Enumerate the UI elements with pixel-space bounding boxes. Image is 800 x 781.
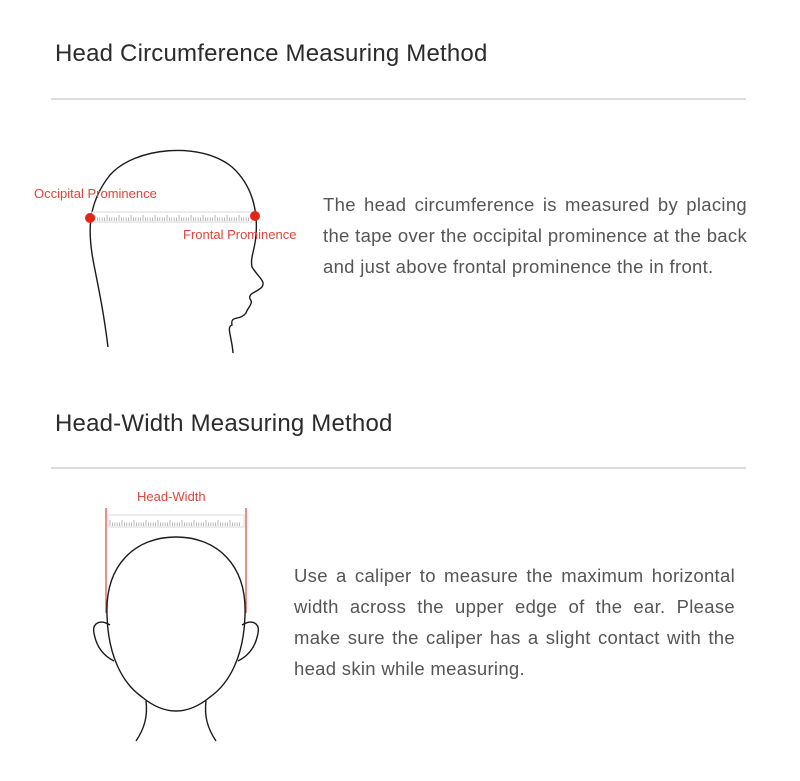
divider [51, 98, 746, 100]
head-profile-illustration [80, 145, 280, 355]
section-title-circumference: Head Circumference Measuring Method [55, 40, 488, 67]
frontal-prominence-label: Frontal Prominence [183, 227, 297, 242]
section-title-head-width: Head-Width Measuring Method [55, 410, 393, 437]
neck-left [136, 701, 147, 741]
head-front-outline [107, 537, 245, 711]
caliper-ruler [108, 515, 244, 527]
frontal-point [250, 211, 260, 221]
occipital-point [85, 213, 95, 223]
head-profile-outline [90, 150, 263, 353]
occipital-prominence-label: Occipital Prominence [34, 186, 157, 201]
head-front-illustration [90, 505, 270, 745]
circumference-description: The head circumference is measured by placing the tape over the occipital prominence at the back and just above frontal prominence the in front. [323, 194, 747, 277]
head-width-description: Use a caliper to measure the maximum horizontal width across the upper edge of the ear. Please make sure the caliper has a slight contact with the head skin while measuring. [294, 565, 735, 679]
head-width-label: Head-Width [137, 489, 206, 504]
neck-right [205, 701, 216, 741]
divider [51, 467, 746, 469]
